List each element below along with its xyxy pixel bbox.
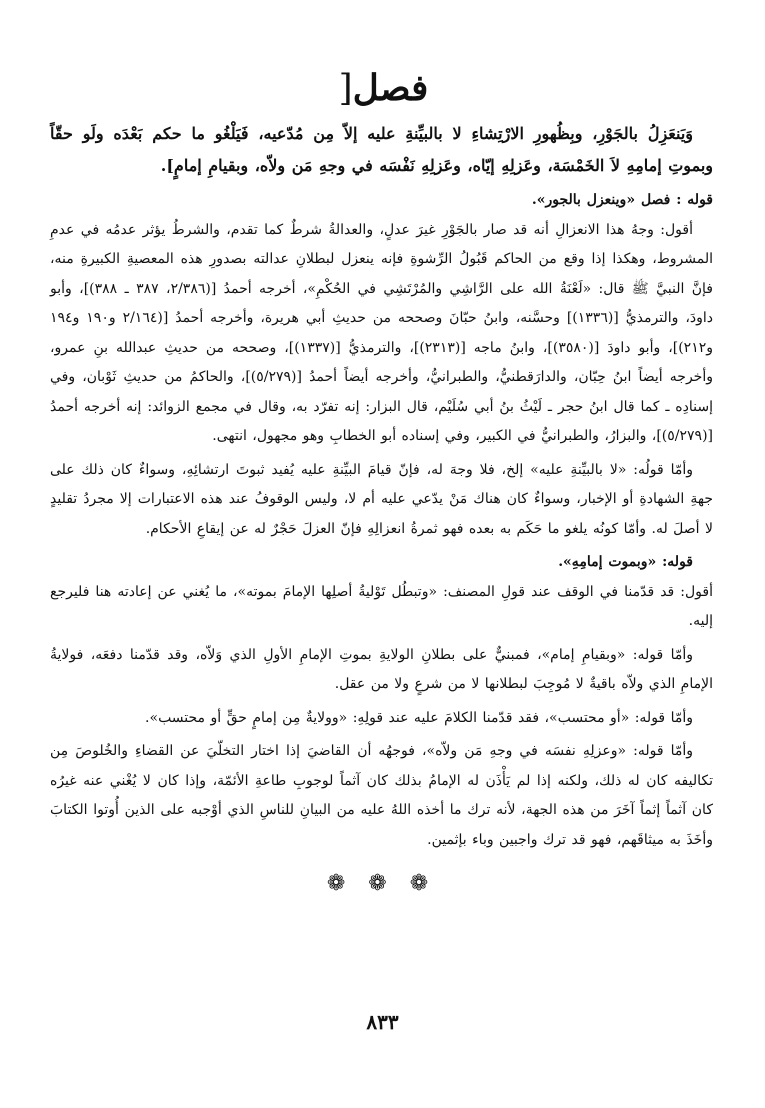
heading-title: فصل bbox=[352, 67, 429, 109]
commentary-paragraph: وأمّا قوله: «أو محتسب»، فقد قدّمنا الكلامَ عليه عند قولِهِ: «وولايةٌ مِن إمامٍ حقٍّ أو محتسب». bbox=[145, 709, 693, 726]
commentary-lemma: قوله: «وبموت إمامِهِ». bbox=[558, 554, 693, 570]
commentary-paragraph: وأمّا قوله: «وعزلِهِ نفسَه في وجهِ مَن ولاّه»، فوجهُه أن القاضيَ إذا اختار التخلّيَ عن القضاءِ والخُلوصَ مِن تكاليفه كان له ذلك، ولكنه إذا لم يَأْذَن له الإمامُ بذلك كان آثماً لوجوبِ طاعةِ الأئمّة، وإذا كان لا يُغْني عنه غيرُه كان آثماً إثماً آخَرَ من هذه الجهة، لأنه ترك ما أخذه اللهُ عليه من البيانِ للناسِ الذي أوْجبه على الذين أُوتوا الكتابَ وأخَذَ به ميثاقَهم، فهو قد ترك واجبين وباء بإثمين. bbox=[50, 743, 713, 848]
commentary-paragraph: أقول: وجهُ هذا الانعزالِ أنه قد صار بالجَوْرِ غيرَ عدلٍ، والعدالةُ شرطٌ كما تقدم، والشرطُ يؤثر عدمُه في عدمِ المشروط، وهكذا إذا وقع من الحاكم قَبُولُ الرِّشوةِ فإنه ينعزل لبطلانِ عدالته بصدورِ هذه المعصيةِ الكبيرةِ منه، فإنَّ النبيَّ ﷺ قال: «لَعْنَةُ الله على الرَّاشِي والمُرْتَشِي في الحُكْمِ»، أخرجه أحمدُ [(٢/٣٨٦، ٣٨٧ ـ ٣٨٨)]، وأبو داودَ، والترمذيُّ [(١٣٣٦)] وحسَّنه، وابنُ حبّانَ وصححه من حديثِ أبي هريرة، وأخرجه أحمدُ [(٢/١٦٤ و١٩٠ و١٩٤ و٢١٢)]، وأبو داودَ [(٣٥٨٠)]، وابنُ ماجه [(٢٣١٣)]، والترمذيُّ [(١٣٣٧)]، وصححه من حديثِ عبدالله بنِ عمرو، وأخرجه أيضاً ابنُ حِبّان، والدارَقطنيُّ، والطبرانيُّ، وأخرجه أيضاً أحمدُ [(٥/٢٧٩)]، والحاكمُ من حديثِ ثَوْبان، وفي إسنادِه ـ كما قال ابنُ حجر ـ لَيْثُ بنُ أبي سُلَيْم، قال البزار: إنه تفرّد به، وقال في مجمع الزوائد: إنه أخرجه أحمدُ [(٥/٢٧٩)]، والبزارُ، والطبرانيُّ في الكبير، وفي إسناده أبو الخطابِ وهو مجهول، انتهى. bbox=[50, 221, 713, 444]
commentary-lemma: قوله : فصل «وينعزل بالجور». bbox=[531, 192, 713, 208]
page-number: ٨٣٣ bbox=[366, 1010, 399, 1034]
commentary-paragraph: وأمّا قوله: «وبقيامِ إمام»، فمبنيٌّ على بطلانِ الولايةِ بموتِ الإمامِ الأولِ الذي وَلاّه، وقد قدّمنا دفعَه، فولايةُ الإمامِ الذي ولاّه باقيةٌ لا مُوجِبَ لبطلانها لا من شرعٍ ولا من عقل. bbox=[50, 646, 713, 692]
heading-bracket: [ bbox=[338, 68, 353, 109]
section-heading bbox=[50, 62, 713, 114]
commentary-paragraph: أقول: قد قدّمنا في الوقف عند قولِ المصنف: «وتبطُل تَوْليةُ أصلِها الإمامَ بموته»، ما يُغني عن إعادته هنا فليرجع إليه. bbox=[50, 583, 713, 629]
section-separator: ❁ ❁ ❁ bbox=[326, 871, 437, 896]
matn-text: وَيَنعَزِلُ بالجَوْرِ، وبِظُهورِ الارْتِشاءِ لا بالبيِّنةِ عليه إلاّ مِن مُدّعيه، فَيَلْغُو ما حكم بَعْدَه ولَو حقّاً وبموتِ إمامِهِ لاَ الخَمْسَة، وعَزلِهِ إيّاه، وعَزلِهِ نَفْسَه في وجهِ مَن ولاّه، وبقيامِ إمامٍ]. bbox=[50, 124, 713, 175]
commentary-paragraph: وأمّا قولُه: «لا بالبيِّنةِ عليه» إلخ، فلا وجهَ له، فإنّ قيامَ البيِّنةِ عليه يُفيد ثبوتَ ارتشائِهِ، وسواءٌ كان ذلك على جهةِ الشهادةِ أو الإخبار، وسواءٌ كان هناك مَنْ يدّعي عليه أم لا، وليس الوقوفُ عند هذه الاعتبارات إلا مجردُ تقليدٍ لا أصلَ له. وأمّا كونُه يلغو ما حَكَم به بعده فهو ثمرةُ انعزالِهِ فإنّ العزلَ حَجْرٌ له عن إيقاعِ الأحكام. bbox=[50, 461, 713, 537]
